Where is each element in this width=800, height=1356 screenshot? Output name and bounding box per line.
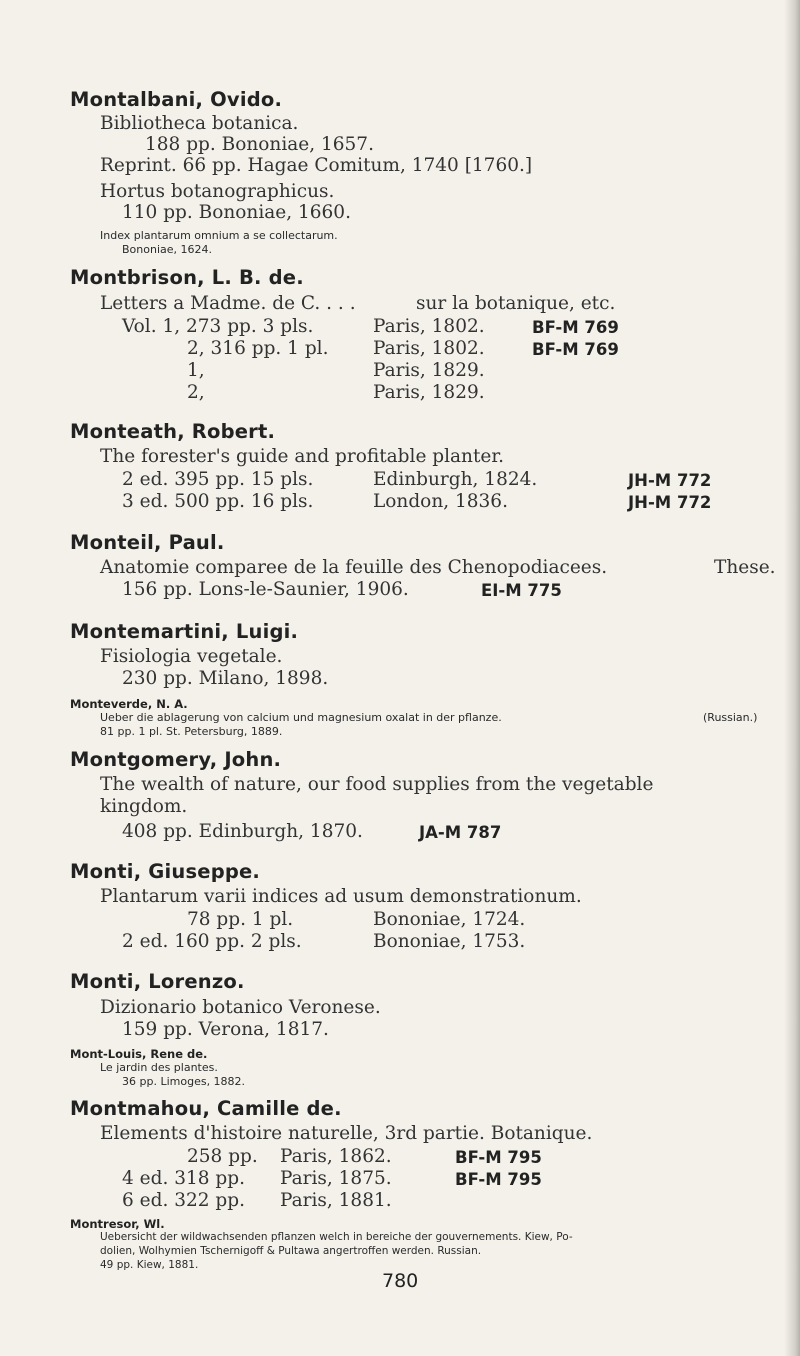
entry-title: sur la botanique, etc. bbox=[416, 293, 616, 314]
entry-detail: 408 pp. Edinburgh, 1870. bbox=[122, 821, 363, 842]
entry-small: Uebersicht der wildwachsenden pflanzen welch in bereiche der gouvernements. Kiew, Po- bbox=[100, 1231, 573, 1243]
entry-title: Dizionario botanico Veronese. bbox=[100, 997, 381, 1018]
entry-detail: Paris, 1862. bbox=[280, 1146, 392, 1167]
entry-detail: Bononiae, 1753. bbox=[373, 931, 526, 952]
entry-heading: Monti, Lorenzo. bbox=[70, 970, 245, 993]
entry-small: 36 pp. Limoges, 1882. bbox=[122, 1075, 246, 1088]
entry-detail: 188 pp. Bononiae, 1657. bbox=[145, 134, 374, 155]
entry-small: Index plantarum omnium a se collectarum. bbox=[100, 229, 338, 242]
entry-title: Plantarum varii indices ad usum demonstrationum. bbox=[100, 886, 582, 907]
entry-detail: 110 pp. Bononiae, 1660. bbox=[122, 202, 351, 223]
entry-title: Fisiologia vegetale. bbox=[100, 646, 283, 667]
entry-heading-small: Mont-Louis, Rene de. bbox=[70, 1047, 208, 1061]
entry-detail: Vol. 1, 273 pp. 3 pls. bbox=[122, 316, 314, 337]
entry-small: Ueber die ablagerung von calcium und magnesium oxalat in der pflanze. bbox=[100, 711, 502, 724]
entry-detail: 2 ed. 160 pp. 2 pls. bbox=[122, 931, 302, 952]
entry-detail: 6 ed. 322 pp. bbox=[122, 1190, 245, 1211]
entry-heading-small: Monteverde, N. A. bbox=[70, 697, 188, 711]
entry-detail: 2 ed. 395 pp. 15 pls. bbox=[122, 469, 314, 490]
entry-detail: Paris, 1829. bbox=[373, 382, 485, 403]
entry-heading-small: Montresor, Wl. bbox=[70, 1217, 165, 1231]
page-edge-shadow bbox=[784, 0, 800, 1356]
entry-note: These. bbox=[714, 557, 776, 578]
entry-heading: Montbrison, L. B. de. bbox=[70, 266, 304, 289]
call-number: JH-M 772 bbox=[628, 471, 712, 490]
entry-title: The wealth of nature, our food supplies from the vegetable bbox=[100, 774, 654, 795]
entry-detail: 4 ed. 318 pp. bbox=[122, 1168, 245, 1189]
page-number: 780 bbox=[382, 1270, 419, 1292]
entry-title: Anatomie comparee de la feuille des Chenopodiacees. bbox=[100, 557, 608, 578]
entry-heading: Montgomery, John. bbox=[70, 748, 282, 771]
entry-detail: Paris, 1829. bbox=[373, 360, 485, 381]
entry-title: The forester's guide and profitable planter. bbox=[100, 446, 505, 467]
entry-detail: 159 pp. Verona, 1817. bbox=[122, 1019, 329, 1040]
entry-detail: 78 pp. 1 pl. bbox=[187, 909, 294, 930]
entry-heading: Montemartini, Luigi. bbox=[70, 620, 299, 643]
entry-title: Letters a Madme. de C. . . . bbox=[100, 293, 356, 314]
entry-small: (Russian.) bbox=[703, 711, 758, 724]
call-number: BF-M 795 bbox=[455, 1170, 542, 1189]
entry-title: kingdom. bbox=[100, 796, 188, 817]
entry-detail: Paris, 1875. bbox=[280, 1168, 392, 1189]
entry-detail: Paris, 1802. bbox=[373, 316, 485, 337]
call-number: EI-M 775 bbox=[481, 581, 562, 600]
entry-heading: Monteil, Paul. bbox=[70, 531, 225, 554]
entry-detail: 258 pp. bbox=[187, 1146, 258, 1167]
call-number: BF-M 769 bbox=[532, 318, 619, 337]
entry-small: 81 pp. 1 pl. St. Petersburg, 1889. bbox=[100, 725, 283, 738]
entry-detail: Paris, 1802. bbox=[373, 338, 485, 359]
entry-heading: Monti, Giuseppe. bbox=[70, 860, 261, 883]
entry-detail: 1, bbox=[187, 360, 205, 381]
entry-heading: Montmahou, Camille de. bbox=[70, 1097, 342, 1120]
entry-heading: Montalbani, Ovido. bbox=[70, 88, 283, 111]
entry-detail: 2, 316 pp. 1 pl. bbox=[187, 338, 329, 359]
entry-detail: 2, bbox=[187, 382, 205, 403]
entry-detail: 230 pp. Milano, 1898. bbox=[122, 668, 329, 689]
entry-detail: 3 ed. 500 pp. 16 pls. bbox=[122, 491, 314, 512]
entry-small: Bononiae, 1624. bbox=[122, 243, 212, 256]
entry-detail: London, 1836. bbox=[373, 491, 508, 512]
entry-small: Le jardin des plantes. bbox=[100, 1061, 218, 1074]
entry-heading: Monteath, Robert. bbox=[70, 420, 276, 443]
call-number: JH-M 772 bbox=[628, 493, 712, 512]
call-number: BF-M 795 bbox=[455, 1148, 542, 1167]
entry-detail: 156 pp. Lons-le-Saunier, 1906. bbox=[122, 579, 409, 600]
entry-title: Bibliotheca botanica. bbox=[100, 113, 299, 134]
call-number: JA-M 787 bbox=[419, 823, 502, 842]
entry-small: dolien, Wolhymien Tschernigoff & Pultawa angertroffen werden. Russian. bbox=[100, 1245, 482, 1257]
entry-small: 49 pp. Kiew, 1881. bbox=[100, 1259, 199, 1271]
entry-detail: Edinburgh, 1824. bbox=[373, 469, 538, 490]
call-number: BF-M 769 bbox=[532, 340, 619, 359]
entry-title: Hortus botanographicus. bbox=[100, 181, 335, 202]
entry-detail: Bononiae, 1724. bbox=[373, 909, 526, 930]
entry-detail: Paris, 1881. bbox=[280, 1190, 392, 1211]
entry-title: Elements d'histoire naturelle, 3rd partie. Botanique. bbox=[100, 1123, 593, 1144]
entry-detail: Reprint. 66 pp. Hagae Comitum, 1740 [1760.] bbox=[100, 155, 533, 176]
